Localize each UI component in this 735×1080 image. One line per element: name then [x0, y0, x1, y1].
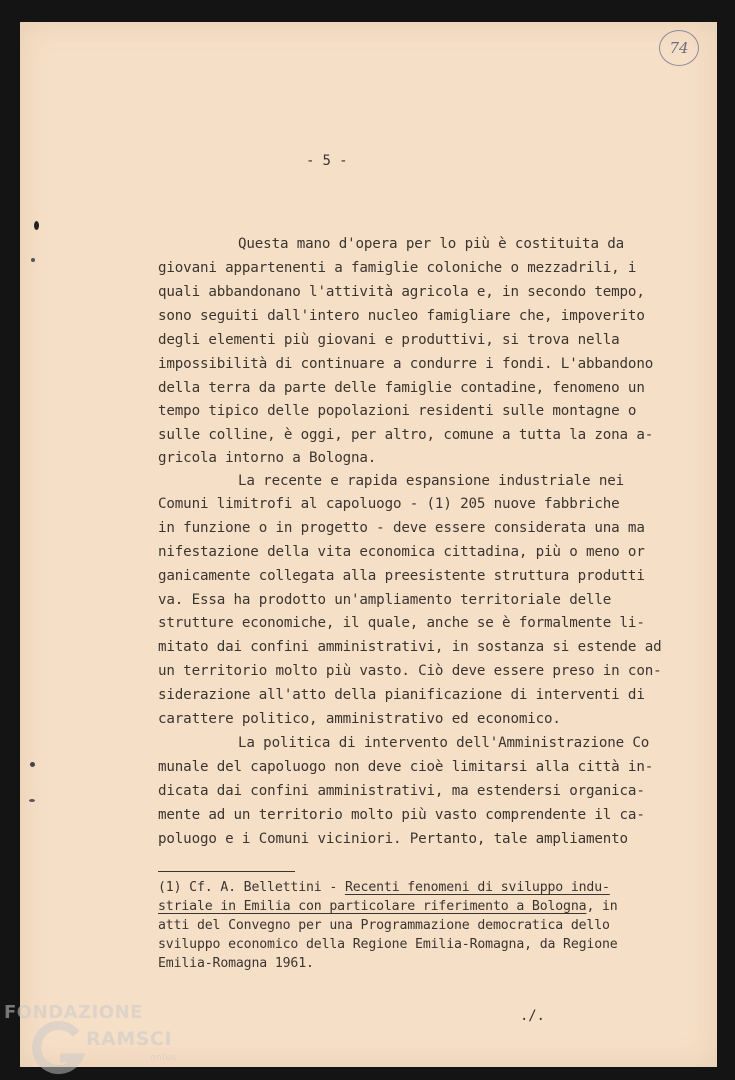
archive-number: 74: [669, 39, 689, 57]
body-line: La politica di intervento dell'Amministrazione Co: [238, 735, 650, 751]
body-line: in funzione o in progetto - deve essere considerata una ma: [158, 520, 645, 536]
footnote-cited-title: Recenti fenomeni di sviluppo indu-: [344, 880, 610, 895]
body-line: carattere politico, amministrativo ed economico.: [158, 711, 561, 727]
body-line: Questa mano d'opera per lo più è costituita da: [238, 236, 625, 252]
body-line: siderazione all'atto della pianificazione di interventi di: [158, 687, 645, 703]
body-line: strutture economiche, il quale, anche se è formalmente li-: [158, 615, 645, 631]
watermark-line: onlus: [150, 1053, 177, 1063]
body-line: degli elementi più giovani e produttivi, si trova nella: [158, 332, 620, 348]
footnote-line: sviluppo economico della Regione Emilia-Romagna, da Regione: [158, 937, 618, 952]
body-line: impossibilità di continuare a condurre i fondi. L'abbandono: [158, 356, 654, 372]
body-line: gricola intorno a Bologna.: [158, 450, 377, 466]
body-line: nifestazione della vita economica cittadina, più o meno or: [158, 544, 645, 560]
footnote-line: [158, 899, 618, 914]
footnote-suffix: , in: [586, 899, 618, 914]
gramsci-g-logo-icon: [26, 1020, 86, 1078]
body-line: sono seguiti dall'intero nucleo famigliare che, impoverito: [158, 308, 645, 324]
body-line: dicata dai confini amministrativi, ma estendersi organica-: [158, 783, 645, 799]
body-line: La recente e rapida espansione industriale nei: [238, 473, 625, 489]
body-line: munale del capoluogo non deve cioè limitarsi alla città in-: [158, 759, 654, 775]
body-line: della terra da parte delle famiglie contadine, fenomeno un: [158, 380, 645, 396]
body-line: poluogo e i Comuni viciniori. Pertanto, tale ampliamento: [158, 831, 628, 847]
punch-mark: [30, 762, 35, 767]
footnote-line: [158, 880, 610, 895]
body-line: Comuni limitrofi al capoluogo - (1) 205 nuove fabbriche: [158, 496, 620, 512]
body-line: sulle colline, è oggi, per altro, comune a tutta la zona a-: [158, 427, 654, 443]
footnote-separator: [158, 871, 295, 872]
fondazione-gramsci-watermark: [4, 1000, 194, 1080]
page-number: - 5 -: [306, 153, 348, 169]
watermark-line: FONDAZIONE: [4, 1002, 143, 1023]
body-line: ganicamente collegata alla preesistente struttura produtti: [158, 568, 645, 584]
footnote-line: atti del Convegno per una Programmazione democratica dello: [158, 918, 610, 933]
watermark-line: RAMSCI: [86, 1028, 172, 1050]
body-line: mente ad un territorio molto più vasto comprendente il ca-: [158, 807, 645, 823]
footnote-cited-title: striale in Emilia con particolare riferimento a Bologna: [158, 899, 587, 914]
continuation-mark: ./.: [520, 1008, 545, 1024]
punch-mark: [34, 221, 39, 230]
footnote-line: Emilia-Romagna 1961.: [158, 956, 314, 971]
body-line: un territorio molto più vasto. Ciò deve essere preso in con-: [158, 663, 662, 679]
body-line: tempo tipico delle popolazioni residenti sulle montagne o: [158, 403, 637, 419]
body-line: mitato dai confini amministrativi, in sostanza si estende ad: [158, 639, 662, 655]
footnote-prefix: (1) Cf. A. Bellettini -: [158, 880, 345, 895]
body-line: quali abbandonano l'attività agricola e, in secondo tempo,: [158, 284, 645, 300]
punch-mark: [31, 258, 35, 262]
body-line: va. Essa ha prodotto un'ampliamento territoriale delle: [158, 592, 612, 608]
punch-mark: [29, 799, 35, 802]
body-line: giovani appartenenti a famiglie coloniche o mezzadrili, i: [158, 260, 637, 276]
archive-page-stamp: [659, 30, 699, 66]
